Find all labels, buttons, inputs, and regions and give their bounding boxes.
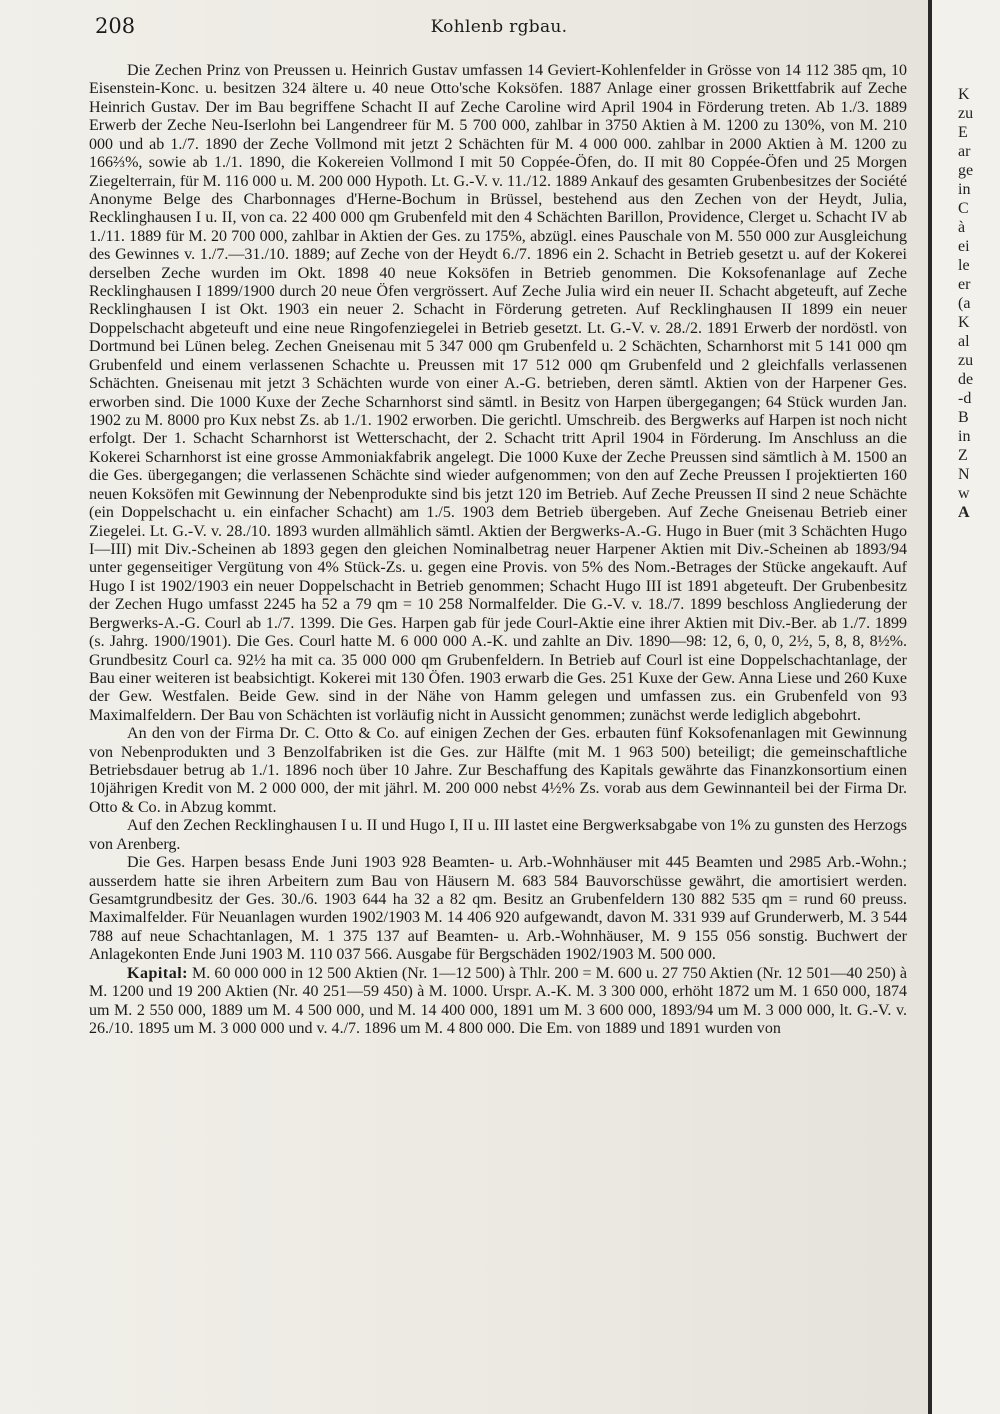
paragraph-kapital <box>89 965 907 1039</box>
strip-fragment: de <box>958 371 974 388</box>
strip-fragment: Z <box>958 447 968 464</box>
kapital-label: Kapital: <box>127 964 189 982</box>
strip-fragment: zu <box>958 352 974 369</box>
strip-fragment: ei <box>958 238 970 255</box>
strip-fragment: -d <box>958 390 972 407</box>
strip-fragment: ar <box>958 143 971 160</box>
strip-fragment: al <box>958 333 970 350</box>
page-header <box>95 14 903 48</box>
strip-fragment: ge <box>958 162 974 179</box>
paragraph-zechen: Die Zechen Prinz von Preussen u. Heinrich Gustav umfassen 14 Geviert-Kohlenfelder in Grösse von 14 112 385 qm, 10 Eisenstein-Konc. u. besitzen 324 ältere u. 40 neue Otto'sche Koksöfen. 1887 Anlage einer grossen Brikettfabrik auf Zeche Heinrich Gustav. Der im Bau begriffene Schacht II auf Zeche Caroline wird April 1904 in Förderung treten. Ab 1./3. 1889 Erwerb der Zeche Neu-Iserlohn bei Langendreer für M. 5 700 000, zahlbar in 3750 Aktien à M. 1200 zu 130%, von M. 210 000 und ab 1./7. 1890 der Zeche Vollmond mit jetzt 2 Schächten für M. 4 000 000. zahlbar in 2000 Aktien à M. 1200 zu 166⅔%, sowie ab 1./1. 1890, die Kokereien Vollmond I mit 50 Coppée-Öfen, do. II mit 80 Coppée-Öfen und 25 Morgen Ziegelterrain, für M. 116 000 u. M. 200 000 Hypoth. Lt. G.-V. v. 11./12. 1889 Ankauf des gesamten Grubenbesitzes der Société Anonyme Belge des Charbonnages d'Herne-Bochum in Brüssel, bestehend aus den Zechen von der Heydt, Julia, Recklinghausen I u. II, von ca. 22 400 000 qm Grubenfeld mit den 4 Schächten Barillon, Providence, Clerget u. Schacht IV ab 1./11. 1889 für M. 20 700 000, zahlbar in Aktien der Ges. zu 175%, abzügl. eines Pauschale von M. 550 000 zur Ausgleichung des Gewinnes v. 1./7.—31./10. 1889; auf Zeche von der Heydt 6./7. 1896 ein 2. Schacht in Betrieb gesetzt u. auf der Kokerei derselben Zeche wurden im Okt. 1898 40 neue Koksöfen in Betrieb genommen. Die Koksofenanlage auf Zeche Recklinghausen I 1899/1900 durch 20 neue Öfen vergrössert. Auf Zeche Julia wird ein neuer II. Schacht abgeteuft, auf Zeche Recklinghausen I ist Okt. 1903 ein neuer 2. Schacht in Förderung getreten. Auf Recklinghausen II 1899 ein neuer Doppelschacht abgeteuft und eine neue Ringofenziegelei in Betrieb gesetzt. Lt. G.-V. v. 28./2. 1891 Erwerb der nordöstl. von Dortmund bei Lünen beleg. Zechen Gneisenau mit 5 347 000 qm Grubenfeld u. 2 Schächten, Scharnhorst mit 5 141 000 qm Grubenfeld und einem verlassenen Schachte u. Preussen mit 17 512 000 qm Grubenfeld und 2 gleichfalls verlassenen Schächten. Gneisenau mit jetzt 3 Schächten wurde von einer A.-G. betrieben, deren sämtl. Aktien von der Harpener Ges. erworben sind. Die 1000 Kuxe der Zeche Scharnhorst sind sämtl. in Besitz von Harpen übergegangen; 64 Stück wurden Jan. 1902 zu M. 8000 pro Kux nebst Zs. ab 1./1. 1902 erworben. Die gerichtl. Umschreib. des Bergwerks auf Harpen ist noch nicht erfolgt. Der 1. Schacht Scharnhorst ist Wetterschacht, der 2. Schacht tritt April 1904 in Förderung. Im Anschluss an die Kokerei Scharnhorst ist eine grosse Ammoniakfabrik angelegt. Die 1000 Kuxe der Zeche Preussen sind sämtlich à M. 1500 an die Ges. übergegangen; die verlassenen Schächte sind wieder aufgenommen; von den auf Zeche Preussen I projektierten 160 neuen Koksöfen mit Gewinnung der Nebenprodukte sind bis jetzt 120 im Betrieb. Auf Zeche Preussen II sind 2 neue Schächte (ein Doppelschacht u. ein einfacher Schacht) am 1./5. 1903 dem Betrieb übergeben. Auf Zeche Gneisenau Betrieb einer Ziegelei. Lt. G.-V. v. 28./10. 1893 wurden allmählich sämtl. Aktien der Bergwerks-A.-G. Hugo in Buer (mit 3 Schächten Hugo I—III) mit Div.-Scheinen ab 1893 gegen den gleichen Nominalbetrag neuer Harpener Aktien mit Div.-Scheinen ab 1893/94 unter gegenseitiger Vergütung von 4% Stück-Zs. u. gegen eine Provis. von 5% des Nom.-Betrages der Stücke angekauft. Auf Hugo I ist 1902/1903 ein neuer Doppelschacht in Betrieb genommen; Schacht Hugo III ist 1891 abgeteuft. Der Grubenbesitz der Zechen Hugo umfasst 2245 ha 52 a 79 qm = 10 258 Normalfelder. Die G.-V. v. 18./7. 1899 beschloss Angliederung der Bergwerks-A.-G. Courl ab 1./7. 1399. Die Ges. Harpen gab für jede Courl-Aktie eine ihrer Aktien mit Div.-Ber. ab 1./7. 1899 (s. Jahrg. 1900/1901). Die Ges. Courl hatte M. 6 000 000 A.-K. und zahlte an Div. 1890—98: 12, 6, 0, 0, 2½, 5, 8, 8, 8½%. Grundbesitz Courl ca. 92½ ha mit ca. 35 000 000 qm Grubenfeldern. In Betrieb auf Courl ist eine Doppelschachtanlage, der Bau einer weiteren ist beabsichtigt. Kokerei mit 130 Öfen. 1903 erwarb die Ges. 251 Kuxe der Gew. Anna Liese und 260 Kuxe der Gew. Westfalen. Beide Gew. sind in der Nähe von Hamm gelegen und umfassen zus. ein Grubenfeld von 93 Maximalfeldern. Der Bau von Schächten ist vorläufig nicht in Aussicht genommen; zunächst werde lediglich abgebohrt. <box>89 62 907 724</box>
body-text <box>89 62 907 1038</box>
strip-fragment: B <box>958 409 969 426</box>
paragraph-arenberg: Auf den Zechen Recklinghausen I u. II und Hugo I, II u. III lastet eine Bergwerksabgabe von 1% zu gunsten des Herzogs von Arenberg. <box>89 817 907 853</box>
strip-fragment: in <box>958 181 971 198</box>
strip-fragment: C <box>958 200 969 217</box>
strip-fragment: le <box>958 257 970 274</box>
strip-fragment: er <box>958 276 971 293</box>
page-number: 208 <box>95 14 136 38</box>
strip-fragment: K <box>958 86 970 103</box>
running-head: Kohlenb rgbau. <box>430 17 568 37</box>
strip-fragment: zu <box>958 105 974 122</box>
strip-fragment: E <box>958 124 968 141</box>
strip-fragment: A <box>958 504 970 521</box>
kapital-text: M. 60 000 000 in 12 500 Aktien (Nr. 1—12 500) à Thlr. 200 = M. 600 u. 27 750 Aktien (Nr. 12 501—40 250) à M. 1200 und 19 200 Aktien (Nr. 40 251—59 450) à M. 1000. Urspr. A.-K. M. 3 300 000, erhöht 1872 um M. 1 650 000, 1874 um M. 2 550 000, 1889 um M. 4 500 000, und M. 14 400 000, 1891 um M. 3 600 000, 1893/94 um M. 3 000 000, lt. G.-V. v. 26./10. 1895 um M. 3 000 000 und v. 4./7. 1896 um M. 4 800 000. Die Em. von 1889 und 1891 wurden von <box>89 964 907 1037</box>
paragraph-otto: An den von der Firma Dr. C. Otto & Co. auf einigen Zechen der Ges. erbauten fünf Koksofenanlagen mit Gewinnung von Nebenprodukten und 3 Benzolfabriken ist die Ges. zur Hälfte (mit M. 1 963 500) beteiligt; die gemeinschaftliche Betriebsdauer betrug ab 1./1. 1896 noch über 10 Jahre. Zur Beschaffung des Kapitals gewährte das Finanzkonsortium einen 10jährigen Kredit von M. 2 000 000, der mit jährl. M. 200 000 nebst 4½% Zs. vorab aus dem Gewinnanteil bei der Firma Dr. Otto & Co. in Abzug kommt. <box>89 725 907 816</box>
paragraph-wohnhaeuser: Die Ges. Harpen besass Ende Juni 1903 928 Beamten- u. Arb.-Wohnhäuser mit 445 Beamten und 2985 Arb.-Wohn.; ausserdem hatte sie ihren Arbeitern zum Bau von Häusern M. 683 584 Bauvorschüsse gewährt, die amortisiert werden. Gesamtgrundbesitz der Ges. 30./6. 1903 644 ha 32 a 82 qm. Besitz an Grubenfeldern 130 882 535 qm = rund 60 preuss. Maximalfelder. Für Neuanlagen wurden 1902/1903 M. 14 406 920 aufgewandt, davon M. 331 939 auf Grunderwerb, M. 3 544 788 auf neue Schachtanlagen, M. 1 375 137 auf Beamten- u. Arb.-Wohnhäuser, M. 9 155 056 sonstig. Buchwert der Anlagekonten Ende Juni 1903 M. 110 037 566. Ausgabe für Bergschäden 1902/1903 M. 500 000. <box>89 854 907 964</box>
strip-fragment: w <box>958 485 970 502</box>
strip-fragment: in <box>958 428 971 445</box>
strip-fragment: N <box>958 466 970 483</box>
adjacent-page-strip <box>928 0 1000 1414</box>
strip-fragment: (a <box>958 295 971 312</box>
strip-fragment: à <box>958 219 966 236</box>
strip-fragment: K <box>958 314 970 331</box>
